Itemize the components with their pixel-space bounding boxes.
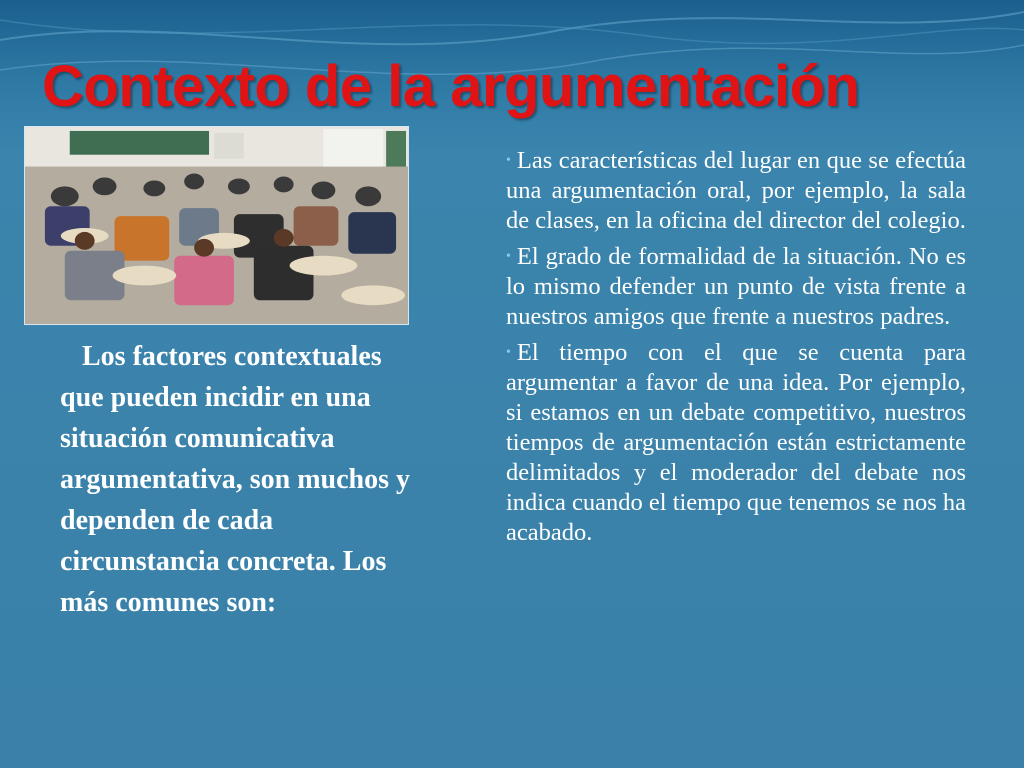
bullet-marker: •	[506, 249, 511, 264]
slide-title: Contexto de la argumentación	[42, 54, 860, 119]
bullet-marker: •	[506, 153, 511, 168]
bullet-item	[506, 338, 966, 548]
bullet-item	[506, 146, 966, 236]
bullet-marker: •	[506, 345, 511, 360]
classroom-photo-illustration	[25, 127, 408, 324]
bullet-text: El grado de formalidad de la situación. No es lo mismo defender un punto de vista frente a nuestros amigos que frente a nuestros padres.	[506, 243, 966, 330]
bullet-item	[506, 242, 966, 332]
intro-paragraph	[60, 336, 432, 623]
bullet-text: El tiempo con el que se cuenta para argumentar a favor de una idea. Por ejemplo, si estamos en un debate competitivo, nuestros tiempos de argumentación están estrictamente delimitados y el moderador del debate nos indica cuando el tiempo que tenemos se nos ha acabado.	[506, 339, 966, 546]
bullet-text: Las características del lugar en que se efectúa una argumentación oral, por ejemplo, la sala de clases, en la oficina del director del colegio.	[506, 147, 966, 234]
classroom-photo	[24, 126, 409, 325]
intro-text: Los factores contextuales que pueden incidir en una situación comunicativa argumentativa, son muchos y dependen de cada circunstancia concreta. Los más comunes son:	[60, 341, 411, 618]
bullet-list	[506, 146, 966, 554]
